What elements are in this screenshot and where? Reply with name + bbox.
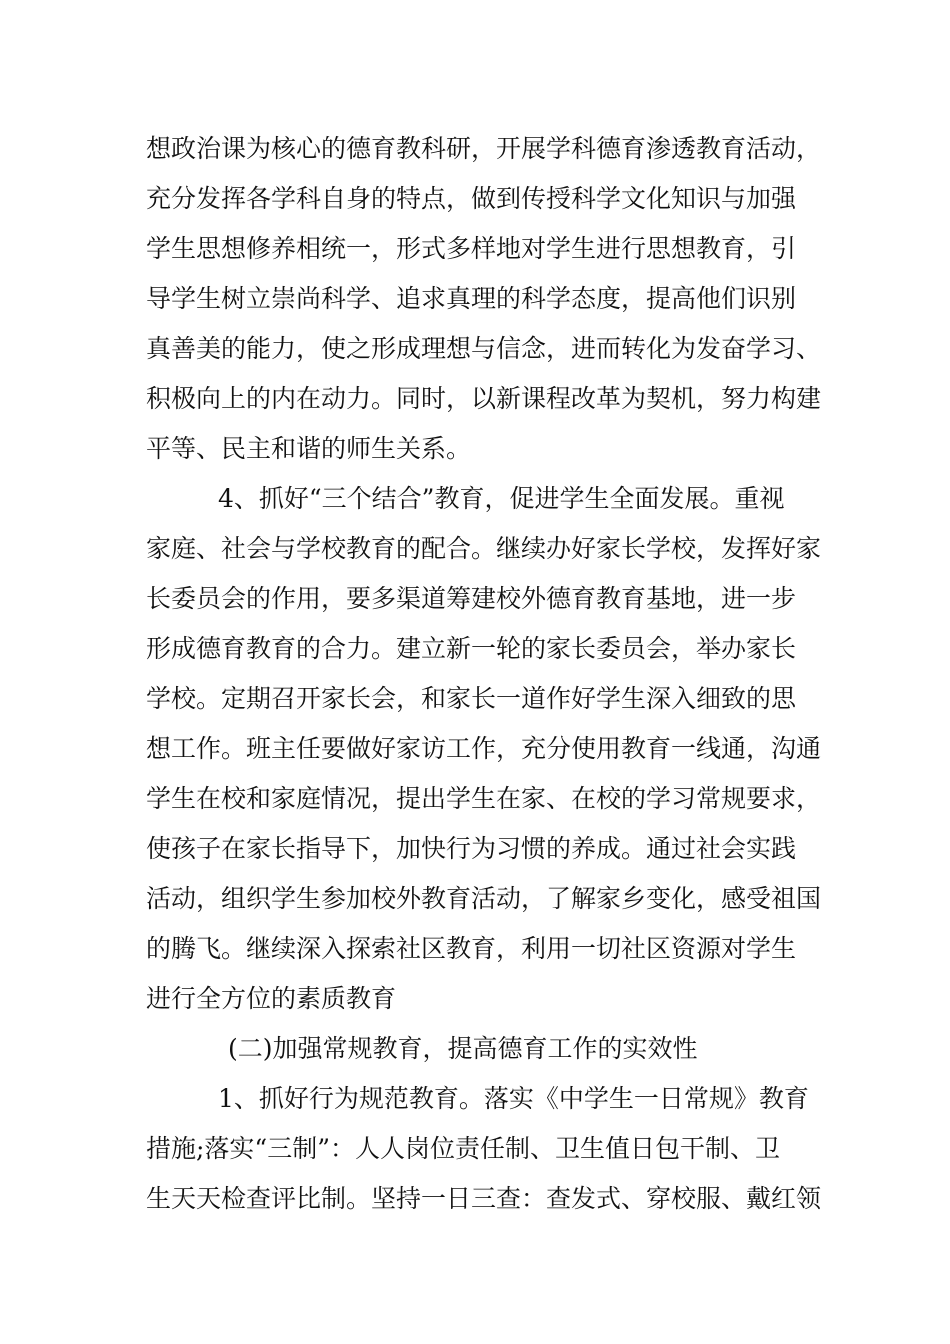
text-line: 积极向上的内在动力。同时，以新课程改革为契机，努力构建 [146,384,822,413]
text-line: 措施;落实“三制”：人人岗位责任制、卫生值日包干制、卫 [146,1134,780,1163]
text-line: 的腾飞。继续深入探索社区教育，利用一切社区资源对学生 [146,934,797,963]
text-line: 长委员会的作用，要多渠道筹建校外德育教育基地，进一步 [146,584,797,613]
text-line: 学生思想修养相统一，形式多样地对学生进行思想教育，引 [146,234,797,263]
text-line: 想政治课为核心的德育教科研，开展学科德育渗透教育活动， [146,134,822,163]
text-line: 进行全方位的素质教育 [146,984,397,1013]
text-line: 生天天检查评比制。坚持一日三查：查发式、穿校服、戴红领 [146,1184,822,1213]
text-line: 家庭、社会与学校教育的配合。继续办好家长学校，发挥好家 [146,534,822,563]
text-line: 导学生树立崇尚科学、追求真理的科学态度，提高他们识别 [146,284,797,313]
text-line: 充分发挥各学科自身的特点，做到传授科学文化知识与加强 [146,184,797,213]
section-heading: (二)加强常规教育，提高德育工作的实效性 [228,1034,698,1063]
text-line: 真善美的能力，使之形成理想与信念，进而转化为发奋学习、 [146,334,822,363]
text-line: 形成德育教育的合力。建立新一轮的家长委员会，举办家长 [146,634,797,663]
text-line: 想工作。班主任要做好家访工作，充分使用教育一线通，沟通 [146,734,822,763]
text-line: 学生在校和家庭情况，提出学生在家、在校的学习常规要求， [146,784,822,813]
text-line: 学校。定期召开家长会，和家长一道作好学生深入细致的思 [146,684,797,713]
text-line: 活动，组织学生参加校外教育活动，了解家乡变化，感受祖国 [146,884,822,913]
paragraph-4-heading-line: 4、抓好“三个结合”教育，促进学生全面发展。重视 [218,484,785,513]
paragraph-1-heading-line: 1、抓好行为规范教育。落实《中学生一日常规》教育 [218,1084,809,1113]
text-line: 平等、民主和谐的师生关系。 [146,434,472,463]
text-line: 使孩子在家长指导下，加快行为习惯的养成。通过社会实践 [146,834,797,863]
